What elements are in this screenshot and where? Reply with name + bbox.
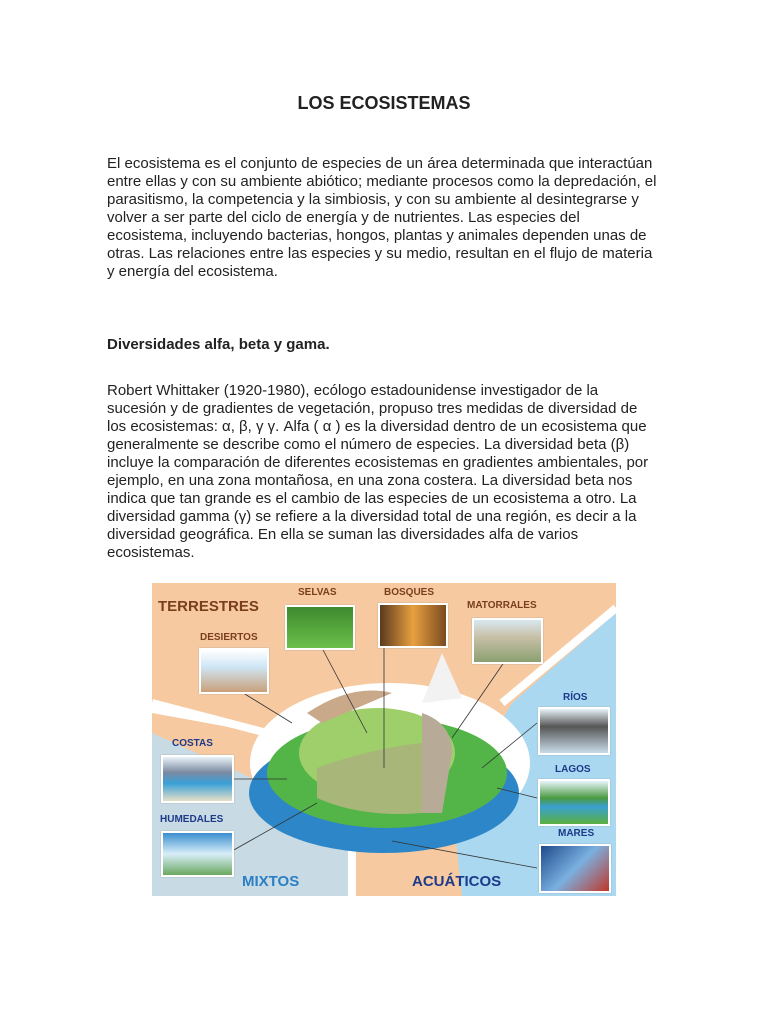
text-line: sucesión y de gradientes de vegetación, propuso tres medidas de diversidad de xyxy=(107,400,638,417)
humedales-photo xyxy=(161,831,234,877)
costas-photo xyxy=(161,755,234,803)
text-line: diversidad gamma (γ) se refiere a la diversidad total de una región, es decir a la xyxy=(107,508,637,525)
rios-photo xyxy=(538,707,610,755)
text-line: indica que tan grande es el cambio de las especies de un ecosistema a otro. La xyxy=(107,490,637,507)
label-mixtos: MIXTOS xyxy=(242,873,300,890)
ecosystems-diagram xyxy=(152,583,616,896)
text-line: incluye la comparación de diferentes ecosistemas en gradientes ambientales, por xyxy=(107,454,649,471)
bosques-photo xyxy=(378,603,448,648)
diversity-paragraph xyxy=(107,382,648,562)
text-line: El ecosistema es el conjunto de especies de un área determinada que interactúan xyxy=(107,155,653,172)
label-terrestres: TERRESTRES xyxy=(158,598,259,615)
text-line: volver a ser parte del ciclo de energía y de nutrientes. Las especies del xyxy=(107,209,580,226)
text-line: ecosistema, incluyendo bacterias, hongos, plantas y animales dependen unas de xyxy=(107,227,647,244)
lagos-photo xyxy=(538,779,610,826)
text-line: ecosistemas. xyxy=(107,544,195,561)
label-lagos: LAGOS xyxy=(555,764,591,775)
label-acuaticos: ACUÁTICOS xyxy=(412,873,502,890)
page-title: LOS ECOSISTEMAS xyxy=(297,93,471,113)
intro-paragraph xyxy=(107,155,657,281)
text-line: y energía del ecosistema. xyxy=(107,263,278,280)
label-rios: RÍOS xyxy=(563,692,588,703)
section-heading: Diversidades alfa, beta y gama. xyxy=(107,336,330,353)
text-line: ejemplo, en una zona montañosa, en una zona costera. La diversidad beta nos xyxy=(107,472,633,489)
text-line: generalmente se describe como el número de especies. La diversidad beta (β) xyxy=(107,436,630,453)
label-costas: COSTAS xyxy=(172,738,213,749)
label-selvas: SELVAS xyxy=(298,587,337,598)
label-bosques: BOSQUES xyxy=(384,587,435,598)
text-line: entre ellas y con su ambiente abiótico; mediante procesos como la depredación, el xyxy=(107,173,657,190)
matorrales-photo xyxy=(472,618,543,664)
text-line: otras. Las relaciones entre las especies y su medio, resultan en el flujo de materia xyxy=(107,245,653,262)
label-humedales: HUMEDALES xyxy=(160,814,224,825)
text-line: Robert Whittaker (1920-1980), ecólogo estadounidense investigador de la xyxy=(107,382,599,399)
label-desiertos: DESIERTOS xyxy=(200,632,258,643)
mares-photo xyxy=(539,844,611,893)
selvas-photo xyxy=(285,605,355,650)
text-line: los ecosistemas: α, β, γ γ. Alfa ( α ) es la diversidad dentro de un ecosistema que xyxy=(107,418,647,435)
label-mares: MARES xyxy=(558,828,595,839)
text-line: diversidad geográfica. En ella se suman las diversidades alfa de varios xyxy=(107,526,579,543)
text-line: parasitismo, la competencia y la simbiosis, y con su ambiente al desintegrarse y xyxy=(107,191,639,208)
desiertos-photo xyxy=(199,648,269,694)
label-matorrales: MATORRALES xyxy=(467,600,537,611)
